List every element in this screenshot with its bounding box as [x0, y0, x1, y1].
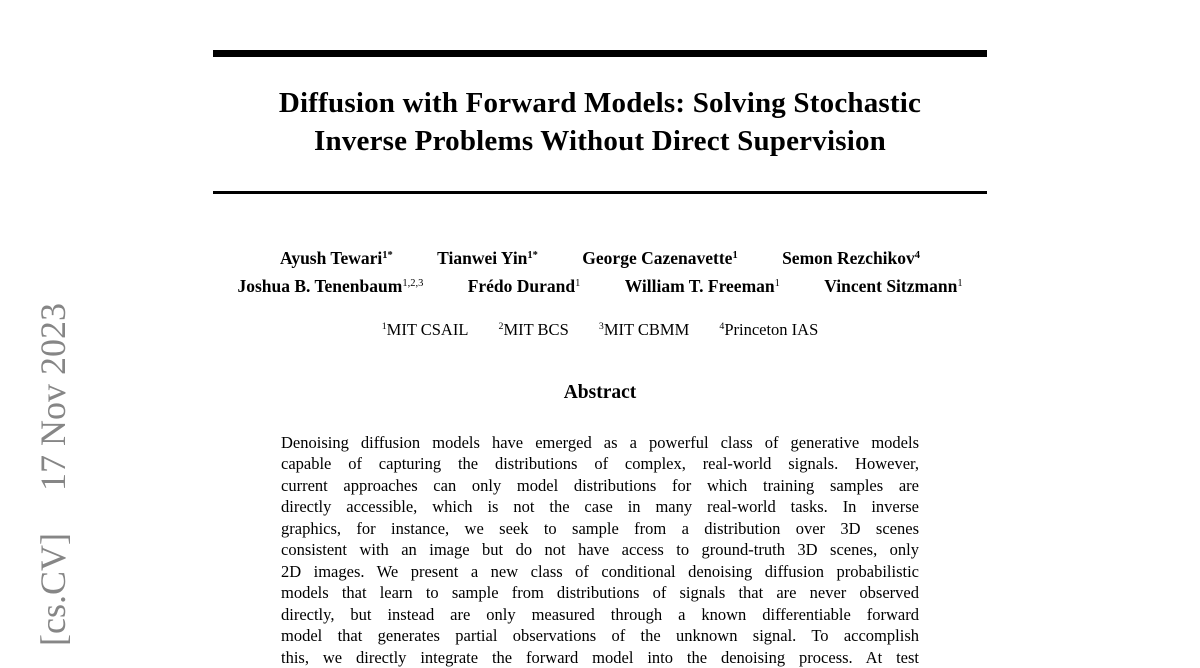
abstract-line: Denoising diffusion models have emerged as a powerful class of generative models [281, 432, 919, 454]
paper-content-column [213, 0, 987, 668]
author-name: Frédo Durand [468, 276, 575, 296]
affiliation-superscript: 1 [382, 321, 387, 332]
affiliation [382, 320, 469, 339]
abstract-line: consistent with an image but do not have access to ground-truth 3D scenes, only [281, 539, 919, 561]
paper-title [213, 84, 987, 160]
author-name: William T. Freeman [625, 276, 775, 296]
abstract-heading: Abstract [213, 380, 987, 406]
affiliation-superscript: 4 [719, 321, 724, 332]
abstract-body [281, 432, 919, 668]
abstract-line: this, we directly integrate the forward model into the denoising process. At test [281, 647, 919, 668]
title-rule-bottom [213, 191, 987, 194]
author [468, 276, 581, 296]
abstract-line: model that generates partial observations of the unknown signal. To accomplish [281, 625, 919, 647]
affiliations-row [213, 319, 987, 344]
abstract-line: 2D images. We present a new class of conditional denoising diffusion probabilistic [281, 561, 919, 583]
author-name: Ayush Tewari [280, 248, 382, 268]
affiliation [499, 320, 569, 339]
author-name: Vincent Sitzmann [824, 276, 957, 296]
abstract-line: directly accessible, which is not the case in many real-world tasks. In inverse [281, 496, 919, 518]
affiliation [599, 320, 689, 339]
author-superscript: 1* [382, 250, 393, 261]
authors-row-1 [213, 246, 987, 274]
author-name: Joshua B. Tenenbaum [237, 276, 402, 296]
affiliation-label: MIT BCS [503, 320, 568, 339]
author [625, 276, 780, 296]
author [437, 248, 538, 268]
arxiv-date-label: 17 Nov 2023 [33, 303, 73, 491]
affiliation-label: MIT CSAIL [387, 320, 469, 339]
affiliation-superscript: 2 [499, 321, 504, 332]
abstract-line: graphics, for instance, we seek to sample from a distribution over 3D scenes [281, 518, 919, 540]
author-name: Tianwei Yin [437, 248, 527, 268]
abstract-line: capable of capturing the distributions of complex, real-world signals. However, [281, 453, 919, 475]
affiliation-label: MIT CBMM [604, 320, 689, 339]
author-superscript: 4 [915, 250, 920, 261]
affiliation-label: Princeton IAS [724, 320, 818, 339]
author-name: Semon Rezchikov [782, 248, 915, 268]
arxiv-category-label: [cs.CV] [33, 533, 73, 646]
affiliation [719, 320, 818, 339]
title-rule-top [213, 50, 987, 57]
author-superscript: 1 [957, 278, 962, 289]
paper-title-line2: Inverse Problems Without Direct Supervision [213, 122, 987, 160]
author [582, 248, 737, 268]
paper-title-line1: Diffusion with Forward Models: Solving Stochastic [213, 84, 987, 122]
author-superscript: 1 [732, 250, 737, 261]
author [280, 248, 393, 268]
author [782, 248, 920, 268]
abstract-line: directly, but instead are only measured through a known differentiable forward [281, 604, 919, 626]
abstract-line: models that learn to sample from distributions of signals that are never observed [281, 582, 919, 604]
author [824, 276, 962, 296]
author-superscript: 1,2,3 [402, 278, 423, 289]
author-superscript: 1 [575, 278, 580, 289]
author [237, 276, 423, 296]
author-superscript: 1* [527, 250, 538, 261]
abstract-line: current approaches can only model distributions for which training samples are [281, 475, 919, 497]
authors-row-2 [213, 274, 987, 302]
author-name: George Cazenavette [582, 248, 732, 268]
author-superscript: 1 [775, 278, 780, 289]
affiliation-superscript: 3 [599, 321, 604, 332]
arxiv-stamp [34, 303, 72, 646]
